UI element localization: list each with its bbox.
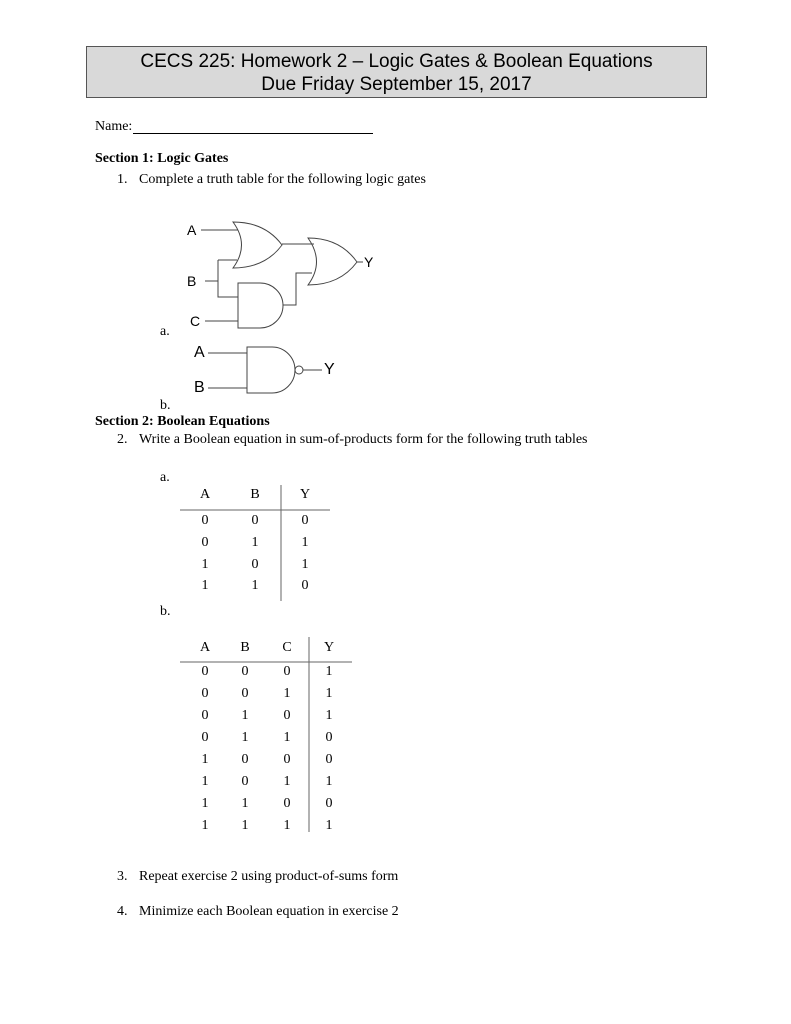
table-cell: 0 xyxy=(241,774,249,789)
table-header-c: C xyxy=(282,640,292,655)
table-cell: 1 xyxy=(201,752,209,767)
table-cell: 1 xyxy=(283,818,291,833)
due-date: Due Friday September 15, 2017 xyxy=(261,74,532,95)
table-cell: 0 xyxy=(201,664,209,679)
or-gate-1 xyxy=(233,222,282,268)
table-cell: 0 xyxy=(251,513,259,528)
table-cell: 1 xyxy=(283,774,291,789)
item2-text: Write a Boolean equation in sum-of-products form for the following truth tables xyxy=(139,432,588,447)
table-cell: 1 xyxy=(251,535,259,550)
table-header-b: B xyxy=(250,487,260,502)
table-cell: 0 xyxy=(241,752,249,767)
table-cell: 1 xyxy=(301,535,309,550)
name-label: Name: xyxy=(95,119,133,134)
table-cell: 0 xyxy=(301,578,309,593)
table-a-label: a. xyxy=(160,470,170,485)
input-a-label: A xyxy=(187,222,197,238)
table-cell: 0 xyxy=(283,664,291,679)
table-cell: 0 xyxy=(283,708,291,723)
table-cell: 1 xyxy=(325,664,333,679)
item3-number: 3. xyxy=(117,869,128,884)
circuit-a xyxy=(201,222,363,328)
table-cell: 1 xyxy=(201,774,209,789)
table-cell: 0 xyxy=(201,535,209,550)
table-header-y: Y xyxy=(323,640,335,655)
table-cell: 0 xyxy=(325,796,333,811)
and-gate xyxy=(238,283,283,328)
table-cell: 0 xyxy=(201,686,209,701)
circuit-b xyxy=(208,347,322,393)
table-cell: 1 xyxy=(201,796,209,811)
input-b-label: B xyxy=(187,273,197,289)
item1-text: Complete a truth table for the following logic gates xyxy=(139,172,426,187)
table-cell: 1 xyxy=(325,686,333,701)
table-b-label: b. xyxy=(160,604,171,619)
table-cell: 0 xyxy=(251,557,259,572)
input-c-label: C xyxy=(190,313,201,329)
table-cell: 0 xyxy=(241,686,249,701)
table-header-a: A xyxy=(199,487,211,502)
table-cell: 1 xyxy=(241,796,249,811)
table-cell: 1 xyxy=(325,708,333,723)
item2-number: 2. xyxy=(117,432,128,447)
table-cell: 0 xyxy=(201,730,209,745)
table-cell: 0 xyxy=(201,708,209,723)
table-cell: 0 xyxy=(301,513,309,528)
wires-b xyxy=(208,353,322,388)
nand-gate xyxy=(247,347,295,393)
table-header-b: B xyxy=(240,640,250,655)
table-header-y: Y xyxy=(299,487,311,502)
diagram-a-label: a. xyxy=(160,324,170,339)
item1-number: 1. xyxy=(117,172,128,187)
item4-text: Minimize each Boolean equation in exercise 2 xyxy=(139,904,399,919)
table-cell: 0 xyxy=(241,664,249,679)
table-cell: 0 xyxy=(325,730,333,745)
or-gate-2 xyxy=(308,238,357,285)
table-cell: 1 xyxy=(325,818,333,833)
diagram-b-label: b. xyxy=(160,398,171,413)
table-cell: 0 xyxy=(283,752,291,767)
nand-output-y-label: Y xyxy=(324,361,335,378)
nand-input-b-label: B xyxy=(194,379,205,396)
table-cell: 0 xyxy=(283,796,291,811)
table-cell: 1 xyxy=(283,686,291,701)
wires-a xyxy=(201,230,363,321)
table-cell: 1 xyxy=(241,708,249,723)
table-cell: 0 xyxy=(325,752,333,767)
table-cell: 1 xyxy=(325,774,333,789)
table-header-a: A xyxy=(199,640,211,655)
nand-input-a-label: A xyxy=(194,344,205,361)
table-cell: 0 xyxy=(201,513,209,528)
inverter-bubble xyxy=(295,366,303,374)
section2-title: Section 2: Boolean Equations xyxy=(95,414,270,429)
table-cell: 1 xyxy=(283,730,291,745)
output-y-label: Y xyxy=(364,254,374,270)
section1-title: Section 1: Logic Gates xyxy=(95,151,229,166)
table-cell: 1 xyxy=(241,818,249,833)
title: CECS 225: Homework 2 – Logic Gates & Boolean Equations xyxy=(140,51,653,72)
item3-text: Repeat exercise 2 using product-of-sums form xyxy=(139,869,399,884)
table-cell: 1 xyxy=(201,818,209,833)
table-cell: 1 xyxy=(301,557,309,572)
item4-number: 4. xyxy=(117,904,128,919)
table-cell: 1 xyxy=(251,578,259,593)
table-cell: 1 xyxy=(241,730,249,745)
table-cell: 1 xyxy=(201,578,209,593)
table-cell: 1 xyxy=(201,557,209,572)
